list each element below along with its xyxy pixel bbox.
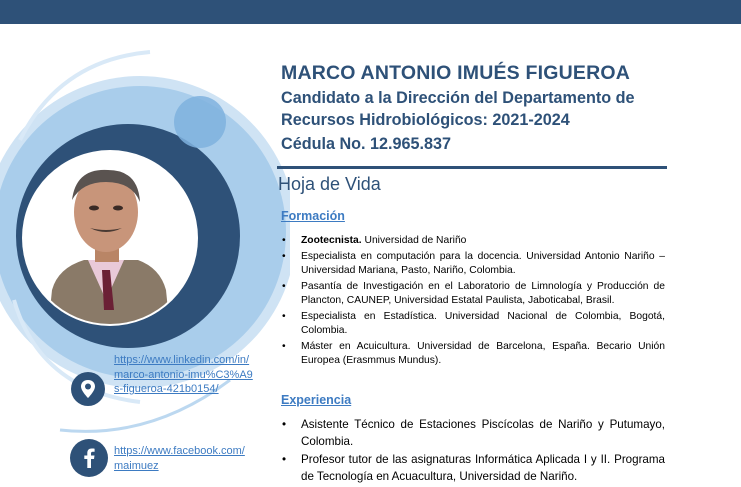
candidate-subtitle: Candidato a la Dirección del Departamento de Recursos Hidrobiológicos: 2021-2024 bbox=[281, 89, 635, 129]
list-item-text: Pasantía de Investigación en el Laboratorio de Limnología y Producción de Plancton, CAUNEP, Universidad Estatal Paulista, Jaboticabal, Brasil. bbox=[301, 280, 665, 306]
location-icon bbox=[71, 372, 105, 406]
list-item bbox=[281, 280, 665, 309]
list-item bbox=[281, 250, 665, 279]
list-item-text: Especialista en computación para la docencia. Universidad Antonio Nariño – Universidad Mariana, Pasto, Nariño, Colombia. bbox=[301, 250, 665, 276]
list-item-text: Asistente Técnico de Estaciones Piscícolas de Nariño y Putumayo, Colombia. bbox=[301, 418, 665, 448]
list-item-text: Universidad de Nariño bbox=[361, 235, 467, 246]
facebook-link[interactable]: https://www.facebook.com/maimuez bbox=[114, 445, 245, 472]
list-item bbox=[281, 452, 665, 485]
experiencia-list bbox=[281, 417, 665, 487]
cedula-number: Cédula No. 12.965.837 bbox=[281, 135, 452, 153]
document-title: Hoja de Vida bbox=[278, 174, 381, 194]
linkedin-link[interactable]: https://www.linkedin.com/in/marco-antonio-imu%C3%A9s-figueroa-421b0154/ bbox=[114, 354, 253, 395]
list-item bbox=[281, 340, 665, 369]
experiencia-heading: Experiencia bbox=[281, 393, 352, 407]
title-divider bbox=[277, 166, 667, 169]
list-item-text: Profesor tutor de las asignaturas Informática Aplicada I y II. Programa de Tecnología en Acuacultura, Universidad de Nariño. bbox=[301, 453, 665, 483]
list-item bbox=[281, 417, 665, 450]
facebook-icon bbox=[70, 439, 108, 477]
list-item bbox=[281, 310, 665, 339]
formacion-heading: Formación bbox=[281, 209, 345, 223]
list-item-bold: Zootecnista. bbox=[301, 235, 362, 246]
formacion-list bbox=[281, 234, 665, 370]
candidate-name: MARCO ANTONIO IMUÉS FIGUEROA bbox=[281, 62, 631, 84]
profile-photo bbox=[40, 160, 170, 330]
list-item bbox=[281, 234, 665, 249]
list-item-text: Especialista en Estadística. Universidad Nacional de Colombia, Bogotá, Colombia. bbox=[301, 310, 665, 336]
list-item-text: Máster en Acuicultura. Universidad de Barcelona, España. Becario Unión Europea (Erasmmus Mundus). bbox=[301, 340, 665, 366]
